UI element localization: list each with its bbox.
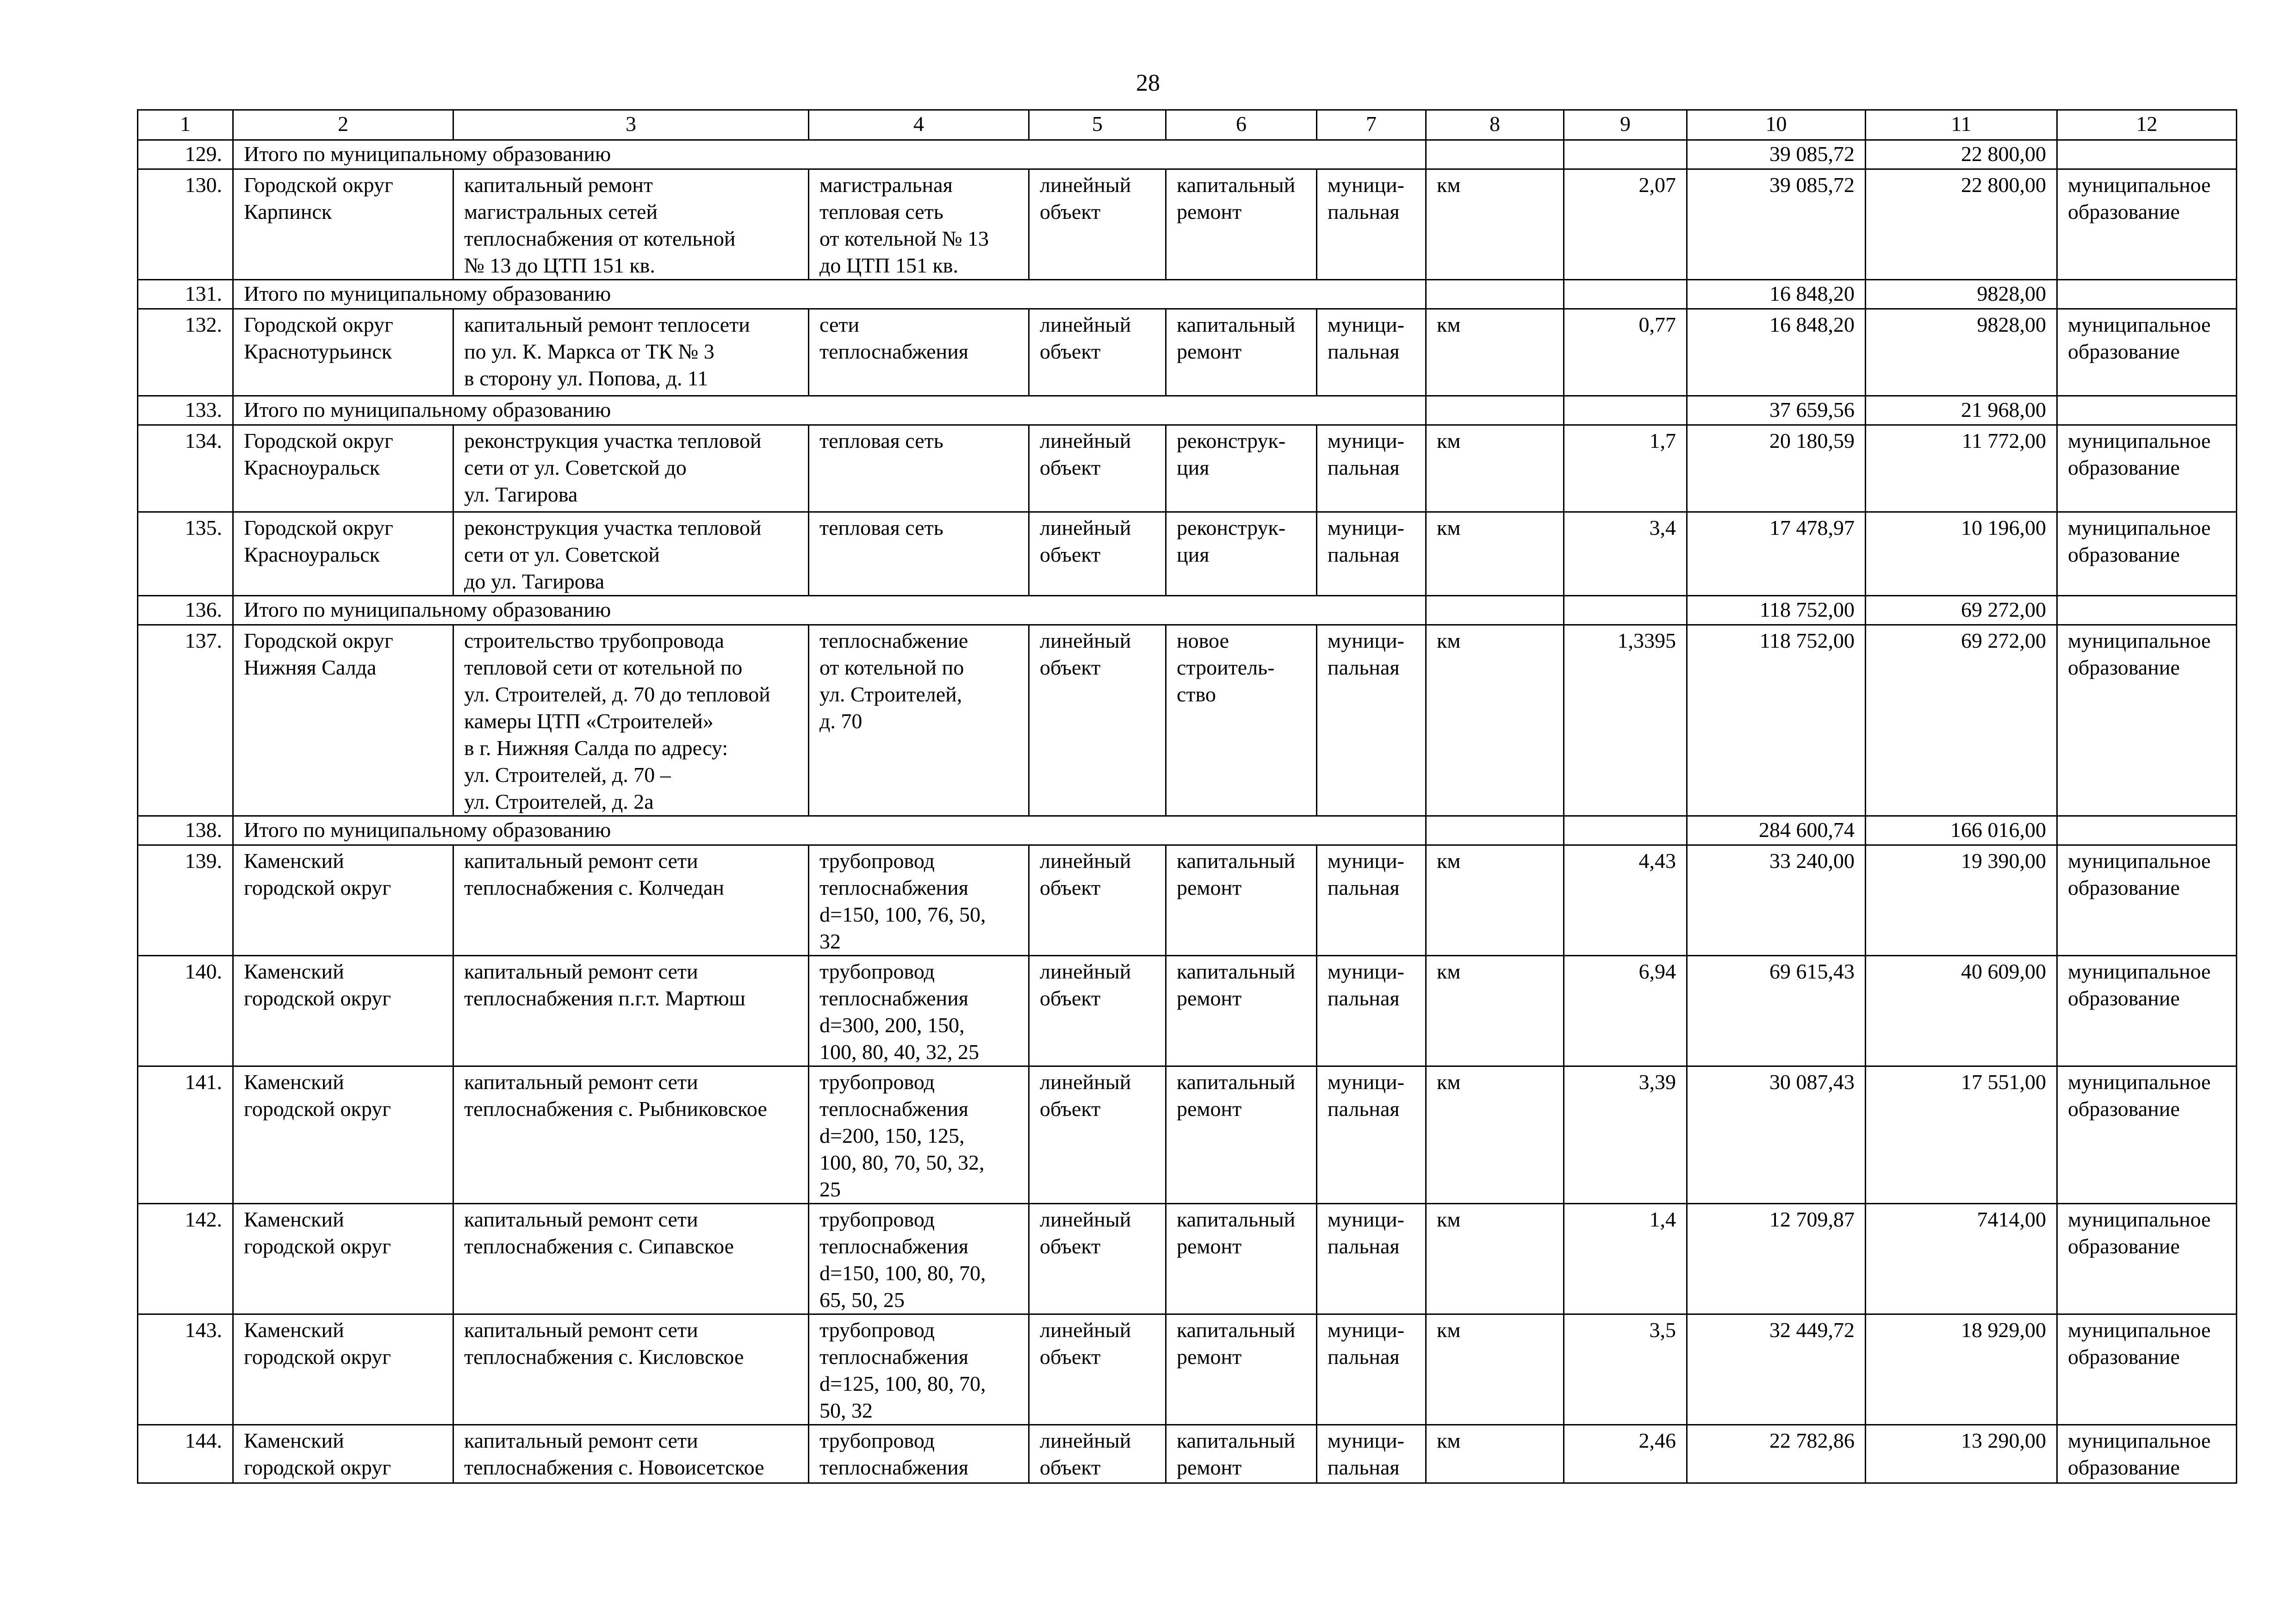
ownership-cell: муници- пальная [1317,625,1426,816]
empty-cell [1426,816,1564,845]
amount-budget-cell: 10 196,00 [1866,512,2057,596]
work-description-cell: реконструкция участка тепловой сети от ул. Советской до ул. Тагирова [453,425,809,512]
empty-cell [2057,596,2237,625]
unit-cell: км [1426,309,1564,396]
amount-total-cell: 22 782,86 [1687,1425,1866,1483]
object-cell: трубопровод теплоснабжения d=150, 100, 76, 50, 32 [809,845,1029,956]
amount-budget-cell: 19 390,00 [1866,845,2057,956]
amount-total-cell: 118 752,00 [1687,596,1866,625]
object-type-cell: линейный объект [1029,169,1166,280]
ownership-cell: муници- пальная [1317,1066,1426,1204]
unit-cell: км [1426,1204,1564,1314]
unit-cell: км [1426,169,1564,280]
work-type-cell: новое строитель- ство [1166,625,1317,816]
row-number-cell: 135. [138,512,233,596]
customer-cell: муниципальное образование [2057,1425,2237,1483]
object-cell: трубопровод теплоснабжения d=300, 200, 150, 100, 80, 40, 32, 25 [809,956,1029,1066]
empty-cell [1426,596,1564,625]
page-number: 28 [1136,70,1160,96]
customer-cell: муниципальное образование [2057,1066,2237,1204]
quantity-cell: 3,4 [1564,512,1687,596]
header-cell: 7 [1317,110,1426,140]
total-label-cell: Итого по муниципальному образованию [233,596,1426,625]
ownership-cell: муници- пальная [1317,309,1426,396]
table-row [138,512,2237,596]
header-cell: 3 [453,110,809,140]
work-type-cell: реконструк- ция [1166,512,1317,596]
object-cell: тепловая сеть [809,512,1029,596]
amount-total-cell: 118 752,00 [1687,625,1866,816]
table-row [138,956,2237,1066]
work-description-cell: капитальный ремонт сети теплоснабжения с. Новоисетское [453,1425,809,1483]
amount-total-cell: 17 478,97 [1687,512,1866,596]
municipality-cell: Каменский городской округ [233,1314,453,1425]
unit-cell: км [1426,1314,1564,1425]
row-number-cell: 140. [138,956,233,1066]
amount-total-cell: 12 709,87 [1687,1204,1866,1314]
amount-total-cell: 16 848,20 [1687,309,1866,396]
quantity-cell: 0,77 [1564,309,1687,396]
quantity-cell: 6,94 [1564,956,1687,1066]
quantity-cell: 3,5 [1564,1314,1687,1425]
object-type-cell: линейный объект [1029,309,1166,396]
object-cell: трубопровод теплоснабжения d=200, 150, 125, 100, 80, 70, 50, 32, 25 [809,1066,1029,1204]
work-description-cell: капитальный ремонт теплосети по ул. К. Маркса от ТК № 3 в сторону ул. Попова, д. 11 [453,309,809,396]
customer-cell: муниципальное образование [2057,425,2237,512]
amount-total-cell: 39 085,72 [1687,140,1866,169]
amount-total-cell: 69 615,43 [1687,956,1866,1066]
municipality-cell: Городской округ Нижняя Салда [233,625,453,816]
empty-cell [1564,816,1687,845]
amount-budget-cell: 69 272,00 [1866,596,2057,625]
amount-budget-cell: 22 800,00 [1866,140,2057,169]
work-type-cell: капитальный ремонт [1166,1314,1317,1425]
table-row [138,425,2237,512]
header-cell: 12 [2057,110,2237,140]
total-row [138,396,2237,425]
header-cell: 8 [1426,110,1564,140]
work-description-cell: капитальный ремонт сети теплоснабжения с. Сипавское [453,1204,809,1314]
unit-cell: км [1426,956,1564,1066]
unit-cell: км [1426,845,1564,956]
ownership-cell: муници- пальная [1317,1314,1426,1425]
objects-table [137,109,2237,1484]
ownership-cell: муници- пальная [1317,845,1426,956]
row-number-cell: 138. [138,816,233,845]
empty-cell [1564,596,1687,625]
header-cell: 4 [809,110,1029,140]
object-type-cell: линейный объект [1029,425,1166,512]
empty-cell [2057,280,2237,309]
total-label-cell: Итого по муниципальному образованию [233,280,1426,309]
amount-total-cell: 37 659,56 [1687,396,1866,425]
amount-budget-cell: 18 929,00 [1866,1314,2057,1425]
work-description-cell: капитальный ремонт сети теплоснабжения с. Кисловское [453,1314,809,1425]
work-type-cell: капитальный ремонт [1166,169,1317,280]
object-type-cell: линейный объект [1029,956,1166,1066]
row-number-cell: 143. [138,1314,233,1425]
row-number-cell: 142. [138,1204,233,1314]
ownership-cell: муници- пальная [1317,1204,1426,1314]
header-cell: 11 [1866,110,2057,140]
customer-cell: муниципальное образование [2057,1204,2237,1314]
work-type-cell: капитальный ремонт [1166,1204,1317,1314]
municipality-cell: Городской округ Красноуральск [233,512,453,596]
empty-cell [1564,396,1687,425]
municipality-cell: Каменский городской округ [233,956,453,1066]
header-cell: 9 [1564,110,1687,140]
header-cell: 5 [1029,110,1166,140]
object-cell: трубопровод теплоснабжения d=125, 100, 80, 70, 50, 32 [809,1314,1029,1425]
ownership-cell: муници- пальная [1317,956,1426,1066]
unit-cell: км [1426,1425,1564,1483]
header-cell: 6 [1166,110,1317,140]
amount-total-cell: 20 180,59 [1687,425,1866,512]
customer-cell: муниципальное образование [2057,1314,2237,1425]
amount-total-cell: 39 085,72 [1687,169,1866,280]
municipality-cell: Каменский городской округ [233,1204,453,1314]
row-number-cell: 131. [138,280,233,309]
customer-cell: муниципальное образование [2057,956,2237,1066]
object-type-cell: линейный объект [1029,625,1166,816]
object-type-cell: линейный объект [1029,1425,1166,1483]
total-row [138,140,2237,169]
work-type-cell: капитальный ремонт [1166,1066,1317,1204]
table-row [138,1204,2237,1314]
municipality-cell: Каменский городской округ [233,1425,453,1483]
header-cell: 2 [233,110,453,140]
work-description-cell: строительство трубопровода тепловой сети от котельной по ул. Строителей, д. 70 до тепловой камеры ЦТП «Строителей» в г. Нижняя Салда по адресу: ул. Строителей, д. 70 – ул. Строителей, д. 2а [453,625,809,816]
total-row [138,816,2237,845]
table-row [138,845,2237,956]
table-row [138,169,2237,280]
unit-cell: км [1426,1066,1564,1204]
municipality-cell: Городской округ Краснотурьинск [233,309,453,396]
row-number-cell: 139. [138,845,233,956]
object-type-cell: линейный объект [1029,1204,1166,1314]
ownership-cell: муници- пальная [1317,1425,1426,1483]
object-type-cell: линейный объект [1029,845,1166,956]
work-type-cell: капитальный ремонт [1166,1425,1317,1483]
ownership-cell: муници- пальная [1317,169,1426,280]
empty-cell [2057,816,2237,845]
work-type-cell: капитальный ремонт [1166,845,1317,956]
table-row [138,1425,2237,1483]
work-description-cell: капитальный ремонт магистральных сетей теплоснабжения от котельной № 13 до ЦТП 151 кв. [453,169,809,280]
work-type-cell: капитальный ремонт [1166,309,1317,396]
amount-budget-cell: 9828,00 [1866,309,2057,396]
total-label-cell: Итого по муниципальному образованию [233,396,1426,425]
quantity-cell: 3,39 [1564,1066,1687,1204]
empty-cell [1426,140,1564,169]
row-number-cell: 129. [138,140,233,169]
object-cell: тепловая сеть [809,425,1029,512]
ownership-cell: муници- пальная [1317,425,1426,512]
work-description-cell: капитальный ремонт сети теплоснабжения с. Колчедан [453,845,809,956]
empty-cell [1564,140,1687,169]
customer-cell: муниципальное образование [2057,309,2237,396]
row-number-cell: 132. [138,309,233,396]
amount-budget-cell: 17 551,00 [1866,1066,2057,1204]
amount-budget-cell: 40 609,00 [1866,956,2057,1066]
empty-cell [1426,396,1564,425]
amount-budget-cell: 7414,00 [1866,1204,2057,1314]
customer-cell: муниципальное образование [2057,169,2237,280]
total-row [138,280,2237,309]
object-cell: сети теплоснабжения [809,309,1029,396]
work-description-cell: реконструкция участка тепловой сети от ул. Советской до ул. Тагирова [453,512,809,596]
object-cell: магистральная тепловая сеть от котельной № 13 до ЦТП 151 кв. [809,169,1029,280]
amount-total-cell: 284 600,74 [1687,816,1866,845]
amount-total-cell: 33 240,00 [1687,845,1866,956]
amount-budget-cell: 9828,00 [1866,280,2057,309]
empty-cell [1564,280,1687,309]
amount-budget-cell: 22 800,00 [1866,169,2057,280]
header-row [138,110,2237,140]
object-cell: трубопровод теплоснабжения d=150, 100, 80, 70, 65, 50, 25 [809,1204,1029,1314]
amount-budget-cell: 69 272,00 [1866,625,2057,816]
municipality-cell: Городской округ Красноуральск [233,425,453,512]
quantity-cell: 2,07 [1564,169,1687,280]
row-number-cell: 137. [138,625,233,816]
amount-total-cell: 30 087,43 [1687,1066,1866,1204]
object-cell: трубопровод теплоснабжения [809,1425,1029,1483]
amount-budget-cell: 21 968,00 [1866,396,2057,425]
customer-cell: муниципальное образование [2057,512,2237,596]
object-type-cell: линейный объект [1029,1066,1166,1204]
table-row [138,309,2237,396]
row-number-cell: 134. [138,425,233,512]
row-number-cell: 130. [138,169,233,280]
quantity-cell: 1,7 [1564,425,1687,512]
quantity-cell: 4,43 [1564,845,1687,956]
table-row [138,625,2237,816]
unit-cell: км [1426,425,1564,512]
object-type-cell: линейный объект [1029,512,1166,596]
empty-cell [2057,396,2237,425]
total-label-cell: Итого по муниципальному образованию [233,140,1426,169]
work-type-cell: капитальный ремонт [1166,956,1317,1066]
row-number-cell: 144. [138,1425,233,1483]
municipality-cell: Городской округ Карпинск [233,169,453,280]
unit-cell: км [1426,512,1564,596]
work-type-cell: реконструк- ция [1166,425,1317,512]
municipality-cell: Каменский городской округ [233,1066,453,1204]
total-label-cell: Итого по муниципальному образованию [233,816,1426,845]
empty-cell [1426,280,1564,309]
work-description-cell: капитальный ремонт сети теплоснабжения с. Рыбниковское [453,1066,809,1204]
amount-budget-cell: 11 772,00 [1866,425,2057,512]
header-cell: 10 [1687,110,1866,140]
work-description-cell: капитальный ремонт сети теплоснабжения п.г.т. Мартюш [453,956,809,1066]
customer-cell: муниципальное образование [2057,625,2237,816]
quantity-cell: 2,46 [1564,1425,1687,1483]
amount-total-cell: 16 848,20 [1687,280,1866,309]
amount-budget-cell: 13 290,00 [1866,1425,2057,1483]
row-number-cell: 141. [138,1066,233,1204]
object-type-cell: линейный объект [1029,1314,1166,1425]
header-cell: 1 [138,110,233,140]
row-number-cell: 136. [138,596,233,625]
total-row [138,596,2237,625]
table-row [138,1314,2237,1425]
empty-cell [2057,140,2237,169]
row-number-cell: 133. [138,396,233,425]
object-cell: теплоснабжение от котельной по ул. Строителей, д. 70 [809,625,1029,816]
quantity-cell: 1,3395 [1564,625,1687,816]
quantity-cell: 1,4 [1564,1204,1687,1314]
amount-budget-cell: 166 016,00 [1866,816,2057,845]
unit-cell: км [1426,625,1564,816]
amount-total-cell: 32 449,72 [1687,1314,1866,1425]
table-row [138,1066,2237,1204]
customer-cell: муниципальное образование [2057,845,2237,956]
ownership-cell: муници- пальная [1317,512,1426,596]
municipality-cell: Каменский городской округ [233,845,453,956]
